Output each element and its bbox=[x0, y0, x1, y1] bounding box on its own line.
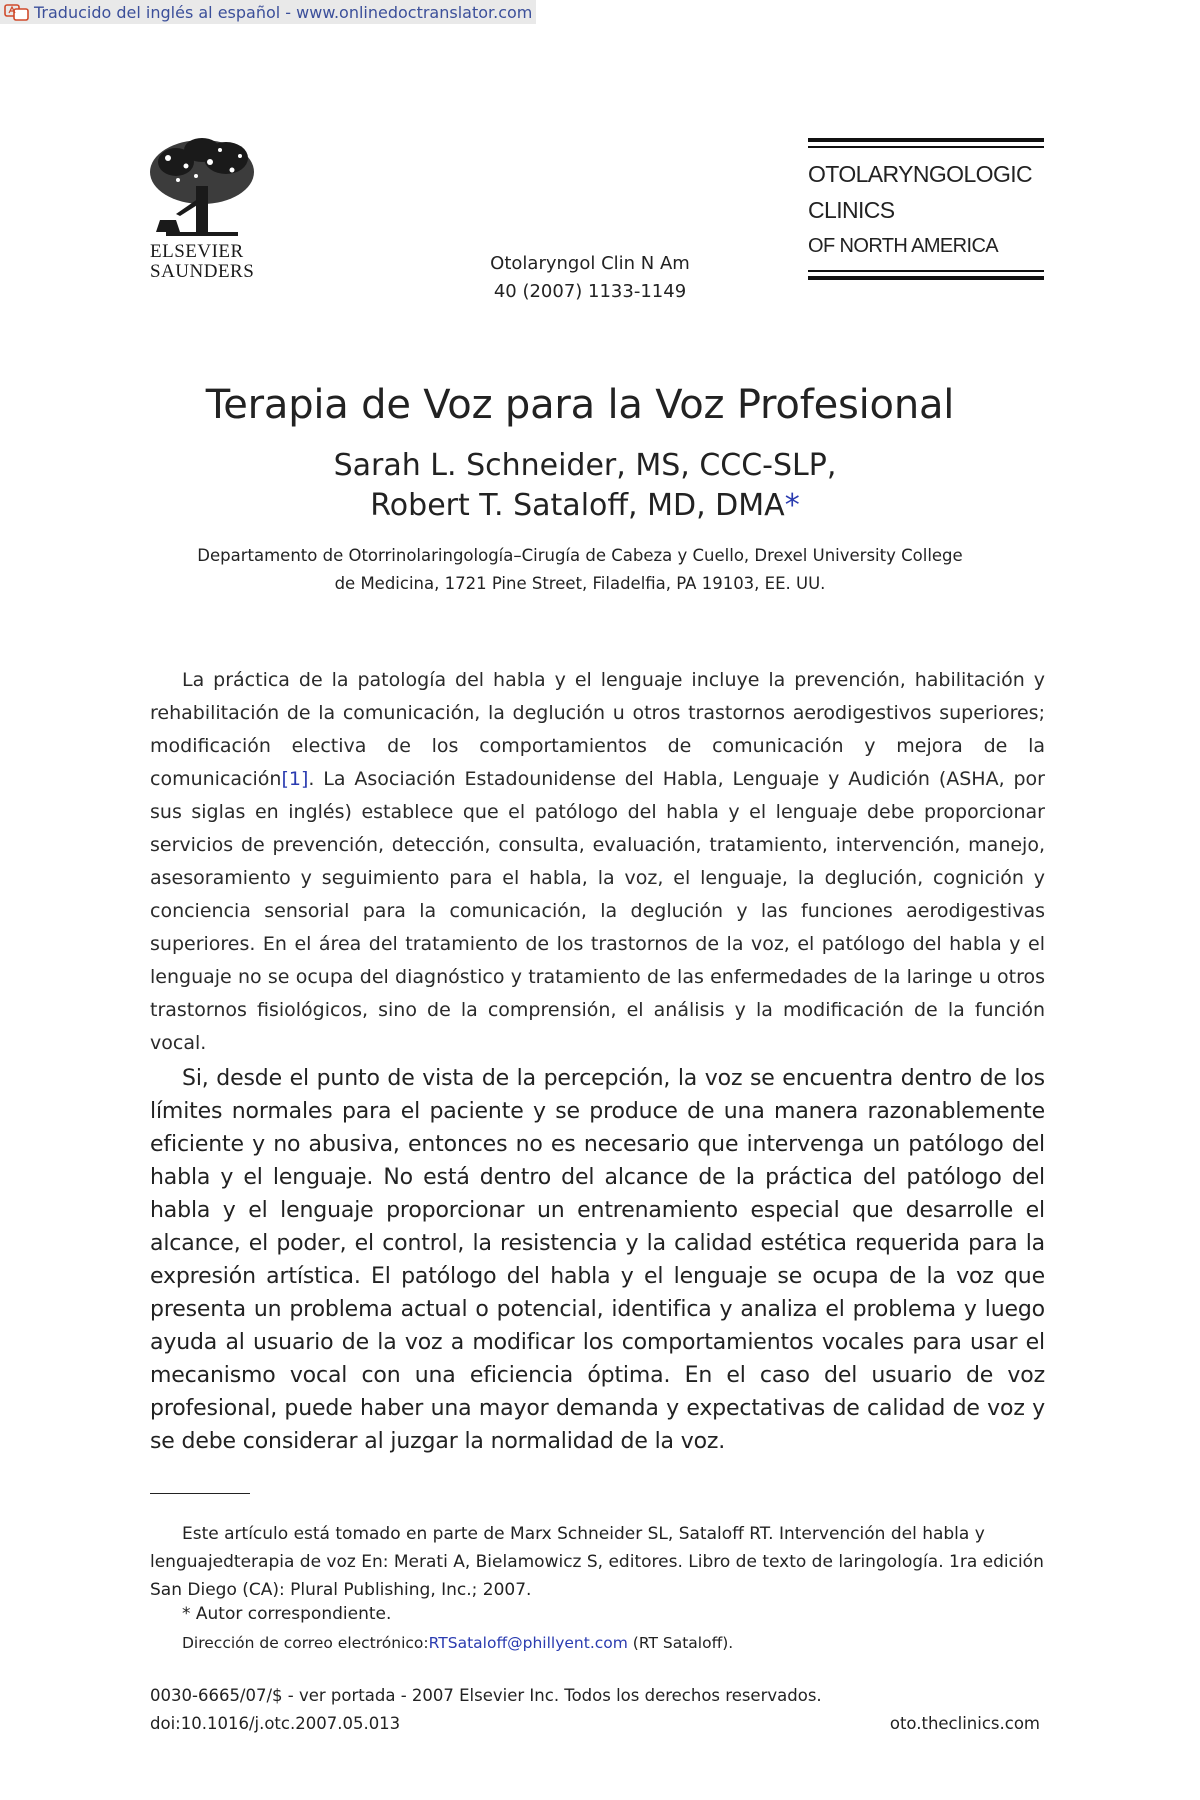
affiliation-line-1: Departamento de Otorrinolaringología–Cirugía de Cabeza y Cuello, Drexel University College bbox=[197, 546, 963, 565]
citation-line-2: 40 (2007) 1133-1149 bbox=[493, 281, 687, 302]
journal-name-line-1: OTOLARYNGOLOGIC bbox=[808, 161, 1033, 187]
journal-name-line-2: CLINICS bbox=[808, 197, 895, 223]
elsevier-tree-icon bbox=[146, 136, 258, 240]
journal-name-line-3: OF NORTH AMERICA bbox=[808, 235, 999, 257]
translation-banner-link[interactable]: Traducido del inglés al español - www.onlinedoctranslator.com bbox=[34, 2, 533, 22]
affiliation-line-2: de Medicina, 1721 Pine Street, Filadelfia, PA 19103, EE. UU. bbox=[334, 574, 826, 593]
journal-name bbox=[808, 156, 1044, 264]
paragraph-1-text-cont: . La Asociación Estadounidense del Habla, Lenguaje y Audición (ASHA, por sus siglas en inglés) establece que el patólogo del habla y el lenguaje debe proporcionar servicios de prevención, detección, consulta, evaluación, tratamiento, intervención, manejo, asesoramiento y seguimiento para el habla, la voz, el lenguaje, la deglución, cognición y conciencia sensorial para la comunicación, la deglución y las funciones aerodigestivas superiores. En el área del tratamiento de los trastornos de la voz, el patólogo del habla y el lenguaje no se ocupa del diagnóstico y tratamiento de las enfermedades de la laringe u otros trastornos fisiológicos, sino de la comprensión, el análisis y la modificación de la función vocal. bbox=[150, 768, 1045, 1054]
email-label: Dirección de correo electrónico: bbox=[182, 1634, 429, 1652]
masthead-rule-bottom-thin bbox=[808, 270, 1044, 272]
body-paragraph-1 bbox=[150, 664, 1045, 1060]
doi-line: doi:10.1016/j.otc.2007.05.013 bbox=[150, 1714, 401, 1733]
masthead-rule-top bbox=[808, 138, 1044, 142]
copyright-line: 0030-6665/07/$ - ver portada - 2007 Elsevier Inc. Todos los derechos reservados. bbox=[150, 1686, 822, 1705]
author-name-2: Robert T. Sataloff, MD, DMA bbox=[370, 488, 785, 523]
translation-banner[interactable] bbox=[0, 0, 536, 24]
footnote-corresponding: * Autor correspondiente. bbox=[182, 1604, 392, 1624]
publisher-line-2: SAUNDERS bbox=[150, 261, 255, 282]
publisher-logo bbox=[146, 136, 264, 282]
masthead-rule-top-thin bbox=[808, 146, 1044, 148]
journal-website: oto.theclinics.com bbox=[889, 1714, 1040, 1733]
footnote-source: Este artículo está tomado en parte de Marx Schneider SL, Sataloff RT. Intervención del habla y lenguajedterapia de voz En: Merati A, Bielamowicz S, editores. Libro de texto de laringología. 1ra edición San Diego (CA): Plural Publishing, Inc.; 2007. bbox=[150, 1524, 1044, 1600]
masthead-rule-bottom bbox=[808, 276, 1044, 280]
footnote-email bbox=[182, 1634, 733, 1652]
paragraph-1-text: La práctica de la patología del habla y el lenguaje incluye la prevención, habilitación y rehabilitación de la comunicación, la deglución u otros trastornos aerodigestivos superiores; modificación electiva de los comportamientos de comunicación y mejora de la comunicación bbox=[150, 669, 1045, 790]
footnote-divider bbox=[150, 1493, 250, 1494]
email-suffix: (RT Sataloff). bbox=[627, 1634, 734, 1652]
corresponding-author-link[interactable]: * bbox=[784, 488, 800, 523]
body-paragraph-2: Si, desde el punto de vista de la percepción, la voz se encuentra dentro de los límites normales para el paciente y se produce de una manera razonablemente eficiente y no abusiva, entonces no es necesario que intervenga un patólogo del habla y el lenguaje. No está dentro del alcance de la práctica del patólogo del habla y el lenguaje proporcionar un entrenamiento especial que desarrolle el alcance, el poder, el control, la resistencia y la calidad estética requerida para la expresión artística. El patólogo del habla y el lenguaje se ocupa de la voz que presenta un problema actual o potencial, identifica y analiza el problema y luego ayuda al usuario de la voz a modificar los comportamientos vocales para usar el mecanismo vocal con una eficiencia óptima. En el caso del usuario de voz profesional, puede haber una mayor demanda y expectativas de calidad de voz y se debe considerar al juzgar la normalidad de la voz. bbox=[150, 1066, 1045, 1454]
translate-icon bbox=[4, 3, 30, 21]
citation-line-1: Otolaryngol Clin N Am bbox=[490, 253, 690, 274]
author-affiliation bbox=[190, 542, 970, 598]
article-title: Terapia de Voz para la Voz Profesional bbox=[205, 382, 955, 428]
journal-masthead bbox=[808, 138, 1044, 284]
author-line-1: Sarah L. Schneider, MS, CCC-SLP, bbox=[333, 448, 837, 483]
reference-link-1[interactable]: [1] bbox=[281, 768, 309, 790]
publisher-line-1: ELSEVIER bbox=[150, 241, 244, 262]
author-line-2 bbox=[0, 486, 1170, 526]
email-link[interactable]: RTSataloff@phillyent.com bbox=[428, 1634, 628, 1652]
journal-citation bbox=[460, 250, 720, 306]
publisher-name bbox=[146, 242, 264, 282]
article-authors bbox=[0, 446, 1170, 526]
